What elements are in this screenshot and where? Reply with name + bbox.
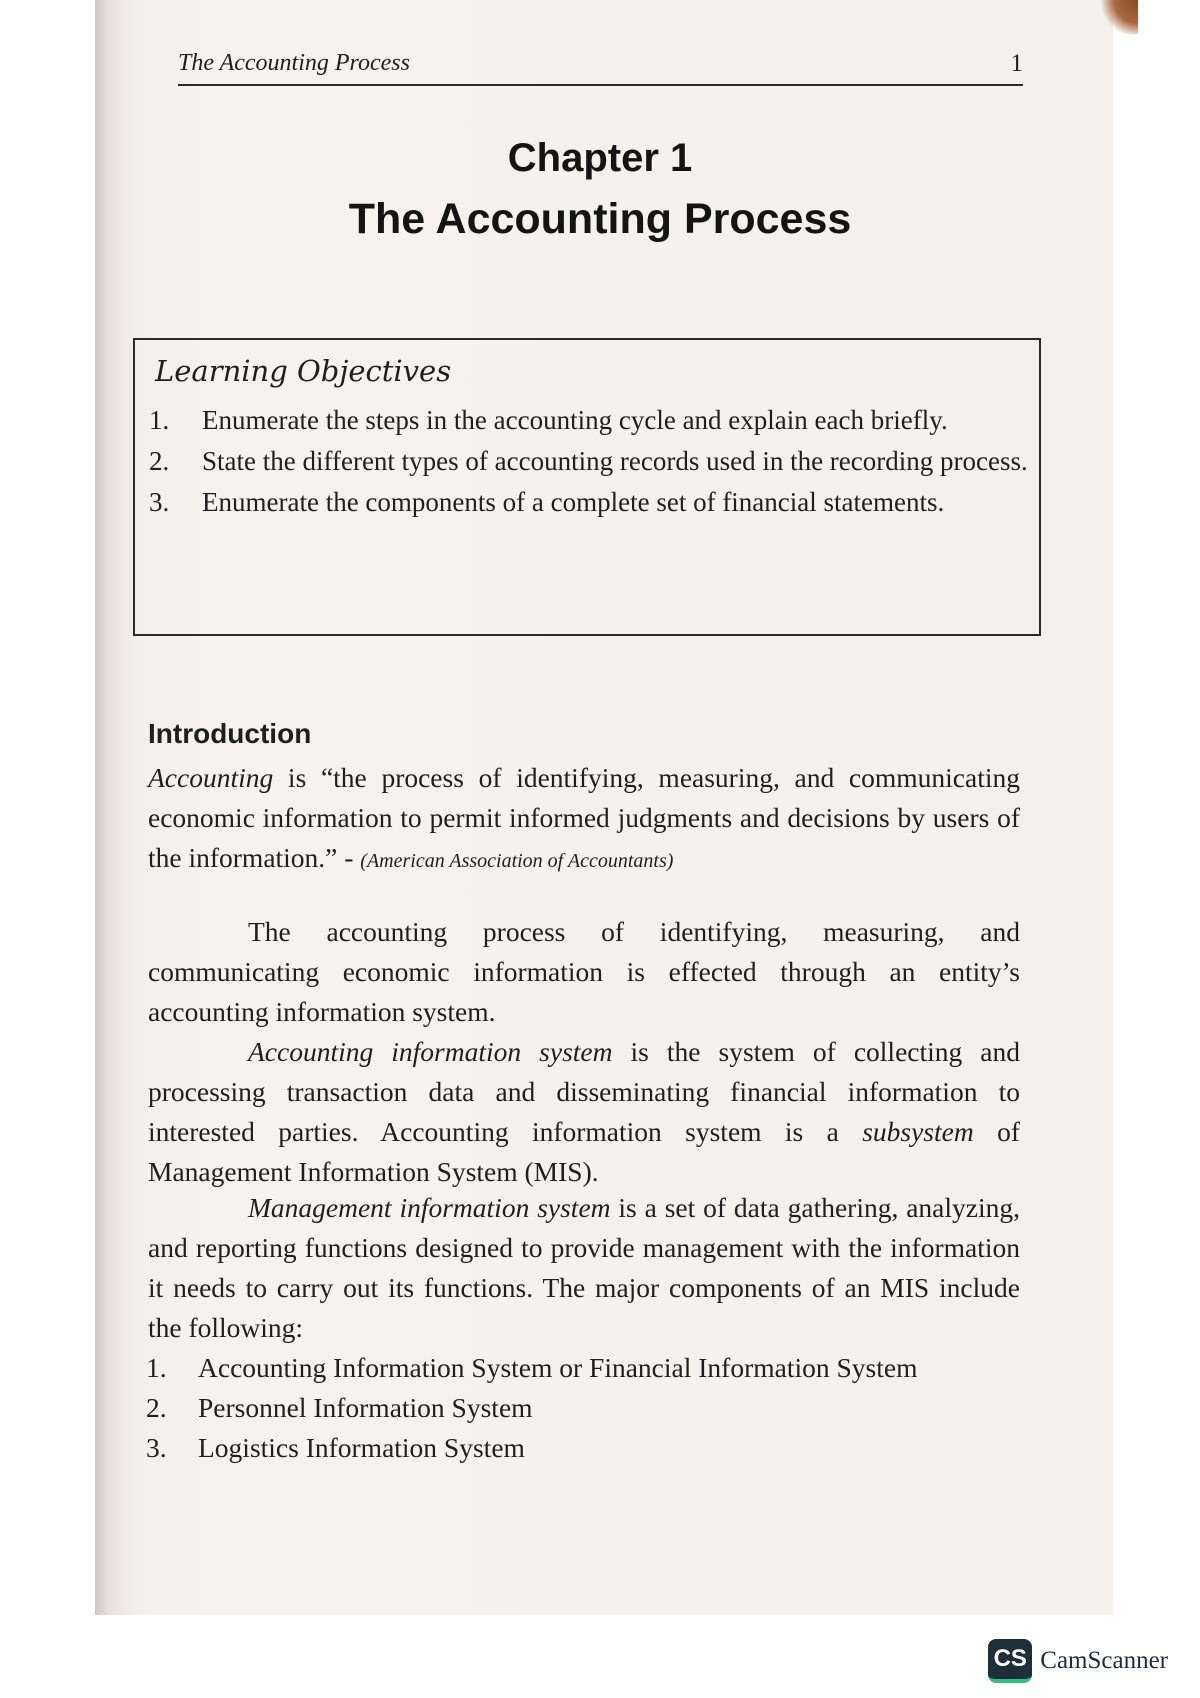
objective-item (149, 482, 1031, 523)
mis-component-number: 1. (146, 1352, 167, 1383)
mis-component-item (146, 1348, 1020, 1388)
camscanner-name: CamScanner (1040, 1647, 1168, 1674)
term-ais: Accounting information system (248, 1036, 613, 1067)
running-header (178, 44, 1023, 86)
mis-component-item (146, 1388, 1020, 1428)
term-accounting: Accounting (148, 762, 274, 793)
attribution: (American Association of Accountants) (360, 850, 674, 872)
objective-item (149, 441, 1031, 482)
page-corner-shadow (1098, 0, 1138, 34)
mis-component-text: Personnel Information System (198, 1392, 533, 1423)
objective-item (149, 400, 1031, 441)
chapter-label: Chapter 1 (507, 136, 693, 180)
objective-number: 2. (149, 446, 170, 476)
page-number: 1 (1010, 50, 1023, 77)
p3-text-b: of Management Information System (MIS). (148, 1116, 1020, 1187)
learning-objectives-list (149, 400, 1031, 523)
p1-text: is “the process of identifying, measuring, and communicating economic information to permit informed judgments and decisions by users of the information.” - (148, 762, 1020, 873)
chapter-title: The Accounting Process (348, 195, 852, 243)
objective-text: Enumerate the components of a complete set of financial statements. (202, 487, 945, 517)
camscanner-logo-icon: CS (988, 1639, 1032, 1683)
paragraph-ais (148, 1032, 1020, 1192)
paragraph-mis (148, 1188, 1020, 1348)
objective-number: 1. (149, 405, 170, 435)
term-mis: Management information system (248, 1192, 611, 1223)
p3-text-a: is the system of collecting and processing transaction data and disseminating financial information to interested parties. Accounting information system is a (148, 1036, 1020, 1147)
mis-component-text: Logistics Information System (198, 1432, 525, 1463)
paragraph-accounting-process: The accounting process of identifying, measuring, and communicating economic information is effected through an entity’s accounting information system. (148, 916, 1020, 1027)
running-title: The Accounting Process (178, 50, 410, 76)
learning-objectives-heading: Learning Objectives (155, 354, 452, 388)
mis-component-number: 2. (146, 1392, 167, 1423)
term-subsystem: subsystem (862, 1116, 974, 1147)
objective-text: State the different types of accounting records used in the recording process. (202, 446, 1028, 476)
mis-component-text: Accounting Information System or Financial Information System (198, 1352, 918, 1383)
learning-objectives-box (133, 338, 1041, 636)
mis-components-list (146, 1348, 1020, 1468)
objective-number: 3. (149, 487, 170, 517)
mis-component-item (146, 1428, 1020, 1468)
mis-component-number: 3. (146, 1432, 167, 1463)
paragraph-accounting-definition (148, 758, 1020, 881)
p4-text: is a set of data gathering, analyzing, and reporting functions designed to provide management with the information it needs to carry out its functions. The major components of an MIS include the following: (148, 1192, 1020, 1343)
camscanner-watermark (988, 1638, 1168, 1684)
objective-text: Enumerate the steps in the accounting cycle and explain each briefly. (202, 405, 948, 435)
introduction-heading: Introduction (148, 718, 312, 749)
